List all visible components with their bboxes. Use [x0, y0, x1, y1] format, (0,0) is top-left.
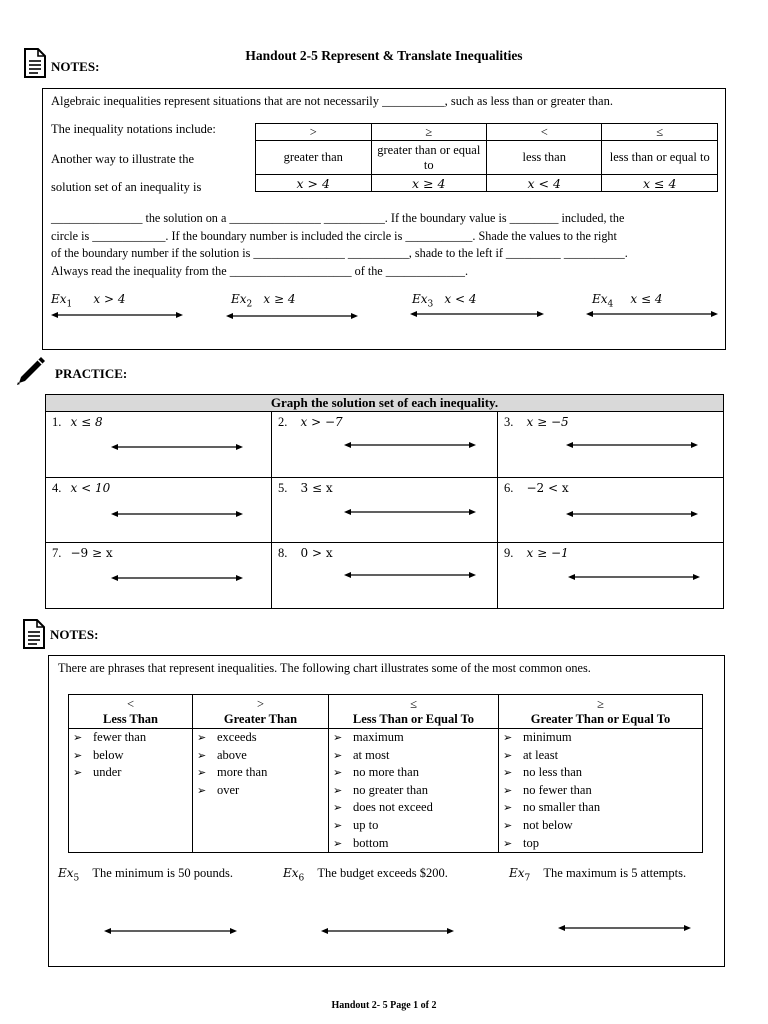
column-symbol: ≥: [597, 696, 604, 711]
list-item: ➢ above: [197, 747, 247, 762]
example-7: [509, 866, 686, 884]
number-line[interactable]: [111, 442, 243, 452]
example-sub: 2: [246, 299, 253, 310]
practice-cell-1[interactable]: [46, 412, 272, 478]
number-line[interactable]: [321, 926, 454, 936]
notes-paragraph-line: of the boundary number if the solution is _______________ __________, shade to the left if _________ __________.: [51, 246, 628, 260]
example-label: Ex: [283, 866, 299, 880]
list-item: ➢ top: [503, 835, 539, 850]
column-heading: Greater Than or Equal To: [530, 711, 671, 726]
phrase-list: [197, 729, 324, 799]
notes-line-4: solution set of an inequality is: [51, 180, 202, 194]
symbol-cell: ≤: [602, 124, 718, 141]
example-3: [412, 292, 476, 310]
number-line[interactable]: [566, 440, 698, 450]
column-symbol: ≤: [410, 696, 417, 711]
example-5: [58, 866, 233, 884]
number-line[interactable]: [568, 572, 700, 582]
example-sub: 7: [524, 873, 531, 884]
example-text: The maximum is 5 attempts.: [543, 866, 687, 880]
practice-cell-3[interactable]: [498, 412, 724, 478]
number-line[interactable]: [566, 509, 698, 519]
column-list-cell: [329, 729, 499, 853]
number-line[interactable]: [344, 570, 476, 580]
item-expr: x ≥ −1: [526, 546, 569, 560]
notes-line-2: The inequality notations include:: [51, 122, 216, 136]
column-symbol: <: [126, 696, 135, 711]
practice-cell-4[interactable]: [46, 478, 272, 543]
list-item: ➢ minimum: [503, 730, 572, 744]
list-item: ➢ up to: [333, 817, 379, 832]
number-line[interactable]: [51, 310, 183, 320]
practice-cell-7[interactable]: [46, 543, 272, 609]
practice-cell-9[interactable]: [498, 543, 724, 609]
item-expr: x ≤ 8: [70, 415, 103, 429]
word-cell: greater than: [256, 141, 372, 175]
example-1: [51, 292, 125, 310]
practice-cell-5[interactable]: [272, 478, 498, 543]
number-line[interactable]: [111, 509, 243, 519]
item-number: 3.: [504, 415, 514, 429]
number-line[interactable]: [410, 309, 544, 319]
list-item: ➢ under: [73, 765, 122, 780]
column-list-cell: [69, 729, 193, 853]
word-cell: less than: [487, 141, 602, 175]
item-number: 1.: [52, 415, 62, 429]
phrases-table: [68, 694, 703, 853]
number-line[interactable]: [344, 507, 476, 517]
practice-label: PRACTICE:: [55, 366, 128, 381]
expr-cell: x < 4: [487, 175, 602, 192]
list-item: ➢ maximum: [333, 730, 404, 744]
example-label: Ex: [231, 292, 247, 306]
list-item: ➢ not below: [503, 817, 573, 832]
word-cell: less than or equal to: [602, 141, 718, 175]
practice-cell-8[interactable]: [272, 543, 498, 609]
column-header: [499, 695, 703, 729]
notes-label: NOTES:: [51, 59, 100, 74]
notes-line-3: Another way to illustrate the: [51, 152, 195, 166]
list-item: ➢ more than: [197, 765, 268, 780]
example-expr: x > 4: [93, 292, 126, 306]
document-icon: [23, 619, 45, 649]
example-expr: x ≥ 4: [263, 292, 296, 306]
item-expr: −9 ≥ x: [70, 546, 113, 560]
example-expr: x ≤ 4: [630, 292, 663, 306]
expr-cell: x ≥ 4: [371, 175, 487, 192]
practice-table: [45, 394, 724, 609]
notes-label: NOTES:: [50, 627, 99, 642]
list-item: ➢ no fewer than: [503, 782, 592, 797]
symbol-cell: ≥: [371, 124, 487, 141]
column-heading: Less Than: [102, 711, 158, 726]
item-expr: x ≥ −5: [526, 415, 569, 429]
phrase-list: [73, 729, 188, 782]
notes-line-1: Algebraic inequalities represent situations that are not necessarily __________, such as less than or greater than.: [51, 94, 613, 108]
list-item: ➢ exceeds: [197, 730, 257, 744]
column-list-cell: [499, 729, 703, 853]
column-header: [69, 695, 193, 729]
expr-cell: x > 4: [256, 175, 372, 192]
practice-cell-2[interactable]: [272, 412, 498, 478]
example-label: Ex: [592, 292, 608, 306]
number-line[interactable]: [111, 573, 243, 583]
phrase-list: [333, 729, 494, 852]
list-item: ➢ fewer than: [73, 730, 147, 744]
example-sub: 3: [427, 299, 434, 310]
example-6: [283, 866, 448, 884]
symbol-cell: >: [256, 124, 372, 141]
notes-paragraph: [51, 210, 628, 280]
notes-paragraph-line: _______________ the solution on a _______________ __________. If the boundary value is ________ included, the: [51, 211, 625, 225]
symbol-cell: <: [487, 124, 602, 141]
list-item: ➢ no less than: [503, 765, 583, 780]
practice-header: Graph the solution set of each inequality.: [46, 395, 724, 412]
column-header: [329, 695, 499, 729]
document-icon: [24, 48, 46, 78]
example-label: Ex: [51, 292, 67, 306]
notes-paragraph-line: Always read the inequality from the ____________________ of the _____________.: [51, 263, 469, 278]
phrase-list: [503, 729, 698, 852]
page-footer: Handout 2- 5 Page 1 of 2: [331, 1000, 437, 1011]
item-expr: x > −7: [300, 415, 343, 429]
column-heading: Greater Than: [223, 711, 298, 726]
example-sub: 5: [73, 873, 80, 884]
number-line[interactable]: [104, 926, 237, 936]
example-label: Ex: [412, 292, 428, 306]
column-list-cell: [193, 729, 329, 853]
list-item: ➢ at least: [503, 747, 559, 762]
example-4: [592, 292, 662, 310]
example-text: The minimum is 50 pounds.: [92, 866, 234, 880]
example-expr: x < 4: [444, 292, 477, 306]
item-expr: −2 < x: [526, 481, 569, 495]
example-label: Ex: [509, 866, 525, 880]
item-number: 8.: [278, 546, 288, 560]
word-cell: greater than or equal to: [371, 141, 487, 175]
list-item: ➢ no smaller than: [503, 800, 601, 815]
item-number: 7.: [52, 546, 62, 560]
item-number: 5.: [278, 481, 288, 495]
example-sub: 1: [66, 299, 73, 310]
notes-paragraph-line: circle is ____________. If the boundary number is included the circle is ___________. Shade the values to the right: [51, 228, 617, 243]
number-line[interactable]: [226, 311, 358, 321]
column-symbol: >: [256, 696, 265, 711]
notes-intro: There are phrases that represent inequalities. The following chart illustrates some of the most common ones.: [58, 661, 591, 675]
number-line[interactable]: [344, 440, 476, 450]
example-label: Ex: [58, 866, 74, 880]
number-line[interactable]: [586, 309, 718, 319]
item-number: 9.: [504, 546, 514, 560]
column-header: [193, 695, 329, 729]
item-number: 6.: [504, 481, 514, 495]
number-line[interactable]: [558, 923, 691, 933]
list-item: ➢ over: [197, 782, 240, 797]
pencil-icon: [14, 354, 48, 388]
example-sub: 6: [298, 873, 305, 884]
example-sub: 4: [607, 299, 614, 310]
list-item: ➢ no greater than: [333, 782, 428, 797]
page-title: Handout 2-5 Represent & Translate Inequalities: [245, 48, 523, 63]
item-expr: 3 ≤ x: [300, 481, 333, 495]
example-2: [231, 292, 295, 310]
expr-cell: x ≤ 4: [602, 175, 718, 192]
list-item: ➢ no more than: [333, 765, 419, 780]
item-expr: 0 > x: [300, 546, 333, 560]
item-number: 4.: [52, 481, 62, 495]
list-item: ➢ does not exceed: [333, 800, 433, 815]
list-item: ➢ at most: [333, 747, 390, 762]
example-text: The budget exceeds $200.: [317, 866, 448, 880]
list-item: ➢ below: [73, 747, 124, 762]
column-heading: Less Than or Equal To: [352, 711, 475, 726]
practice-cell-6[interactable]: [498, 478, 724, 543]
symbols-table: [255, 123, 718, 192]
item-number: 2.: [278, 415, 288, 429]
item-expr: x < 10: [70, 481, 111, 495]
list-item: ➢ bottom: [333, 835, 389, 850]
